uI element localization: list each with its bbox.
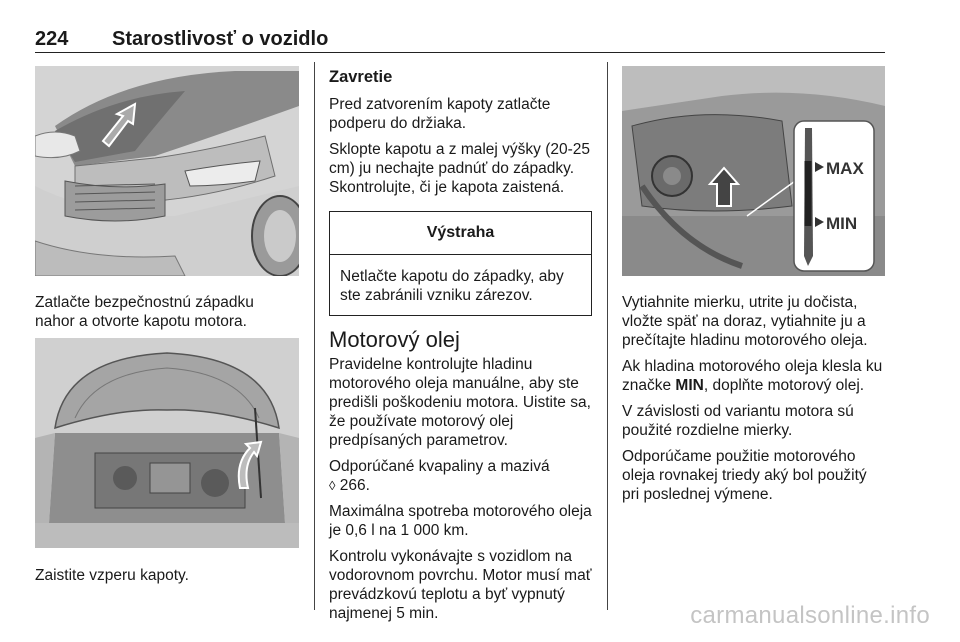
paragraph-min-level: [622, 357, 887, 395]
reference-text: Odporúčané kvapaliny a mazivá: [329, 458, 550, 475]
dipstick-min-label: MIN: [826, 214, 858, 233]
text-run: Ak hladina motorového oleja klesla ku značke: [622, 358, 883, 394]
page-header: [35, 28, 885, 52]
caption-hood-prop: Zaistite vzperu kapoty.: [35, 567, 189, 584]
paragraph: Odporúčame použitie motorového oleja rovnakej triedy aký bol použitý pri poslednej výmene.: [622, 448, 867, 503]
chapter-title: Starostlivosť o vozidlo: [112, 28, 329, 50]
paragraph: Kontrolu vykonávajte s vozidlom na vodorovnom povrchu. Motor musí mať prevádzkovú teplotu a byť vypnutý najmenej 5 min.: [329, 548, 592, 622]
warning-title: Výstraha: [330, 212, 591, 255]
paragraph-reference: [329, 457, 592, 495]
page-reference-number[interactable]: 266.: [339, 477, 370, 494]
middle-column: [329, 68, 592, 630]
page-reference-icon: ◊: [329, 478, 336, 493]
page-number: 224: [35, 28, 69, 50]
paragraph: V závislosti od variantu motora sú použité rozdielne mierky.: [622, 403, 854, 439]
paragraph: Maximálna spotreba motorového oleja je 0,6 l na 1 000 km.: [329, 503, 592, 539]
warning-box: [329, 211, 592, 316]
dipstick-illustration: [622, 66, 885, 276]
column-divider-left: [314, 62, 315, 610]
header-rule: [35, 52, 885, 53]
paragraph: Pred zatvorením kapoty zatlačte podperu do držiaka.: [329, 96, 551, 132]
warning-body: Netlačte kapotu do západky, aby ste zabránili vzniku zárezov.: [340, 268, 564, 304]
right-column: [622, 293, 887, 511]
caption-hood-latch: Zatlačte bezpečnostnú západku nahor a otvorte kapotu motora.: [35, 294, 254, 330]
heading-closing: Zavretie: [329, 68, 393, 86]
hood-prop-illustration: [35, 338, 299, 548]
min-emphasis: MIN: [675, 377, 704, 394]
watermark: carmanualsonline.info: [690, 602, 930, 629]
paragraph: Vytiahnite mierku, utrite ju dočista, vložte späť na doraz, vytiahnite ju a prečítajte hladinu motorového oleja.: [622, 294, 868, 349]
column-divider-right: [607, 62, 608, 610]
paragraph: Sklopte kapotu a z malej výšky (20-25 cm) ju nechajte padnúť do západky. Skontrolujte, či je kapota zaistená.: [329, 141, 591, 196]
dipstick-max-label: MAX: [826, 159, 864, 178]
heading-engine-oil: Motorový olej: [329, 327, 460, 352]
paragraph: Pravidelne kontrolujte hladinu motorového oleja manuálne, aby ste predišli poškodeniu motora. Uistite sa, že používate motorový olej predpísaných parametrov.: [329, 356, 591, 449]
hood-latch-illustration: [35, 66, 299, 276]
text-run: , doplňte motorový olej.: [703, 377, 865, 394]
